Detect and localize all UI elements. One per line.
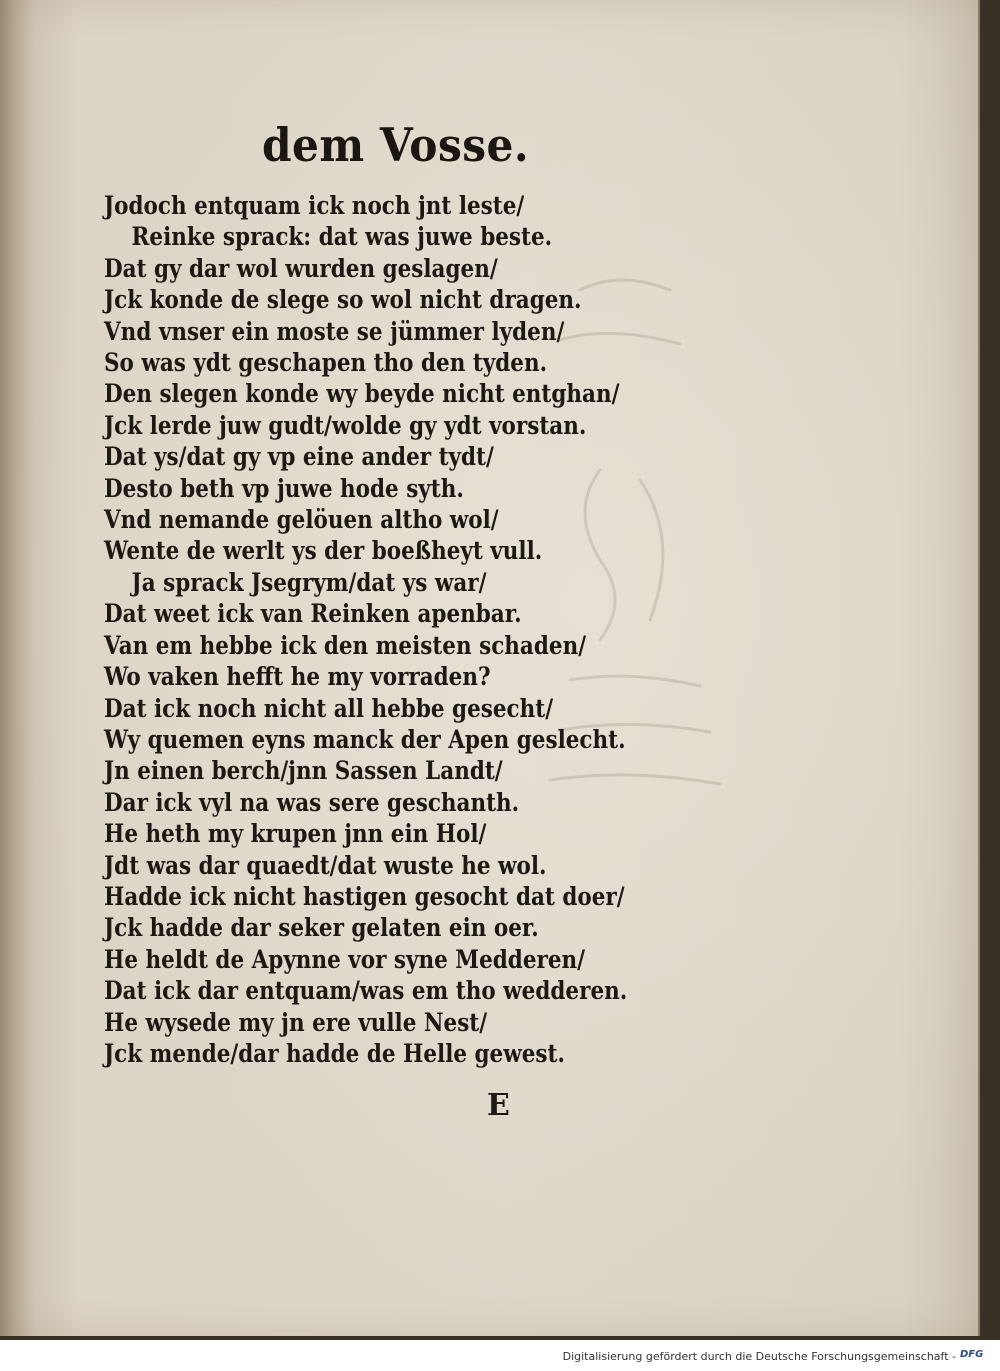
running-head: dem Vosse. — [262, 118, 530, 172]
verse-line: Dat ys/dat gy vp eine ander tydt/ — [104, 442, 494, 472]
verse-text — [104, 190, 712, 1069]
verse-line: Dat ick noch nicht all hebbe gesecht/ — [104, 693, 554, 723]
verse-line: He heldt de Apynne vor syne Medderen/ — [104, 944, 585, 974]
verse-line: Van em hebbe ick den meisten schaden/ — [104, 630, 587, 660]
verse-line: Ja sprack Jsegrym/dat ys war/ — [131, 567, 487, 597]
verse-line: Reinke sprack: dat was juwe beste. — [131, 222, 553, 252]
verse-line: Desto beth vp juwe hode syth. — [104, 473, 464, 503]
verse-line: Wente de werlt ys der boeßheyt vull. — [104, 536, 543, 566]
digitization-credit: Digitalisierung gefördert durch die Deutsche Forschungsgemeinschaft - — [562, 1350, 956, 1363]
verse-line: Jck hadde dar seker gelaten ein oer. — [104, 913, 539, 943]
verse-line: Jdt was dar quaedt/dat wuste he wol. — [104, 850, 547, 880]
verse-line: He heth my krupen jnn ein Hol/ — [104, 819, 487, 849]
verse-line: Dar ick vyl na was sere geschanth. — [104, 787, 520, 817]
verse-line: Dat ick dar entquam/was em tho wedderen. — [104, 976, 628, 1006]
verse-line: Dat gy dar wol wurden geslagen/ — [104, 253, 498, 283]
verse-line: Jck lerde juw gudt/wolde gy ydt vorstan. — [104, 410, 587, 440]
verse-line: So was ydt geschapen tho den tyden. — [104, 348, 548, 378]
verse-line: Jn einen berch/jnn Sassen Landt/ — [104, 756, 503, 786]
verse-line: Vnd vnser ein moste se jümmer lyden/ — [104, 316, 565, 346]
verse-line: He wysede my jn ere vulle Nest/ — [104, 1007, 488, 1037]
dfg-logo: DFG — [960, 1349, 984, 1360]
verse-line: Jck konde de slege so wol nicht dragen. — [104, 285, 582, 315]
signature-mark: E — [487, 1088, 510, 1123]
verse-line: Dat weet ick van Reinken apenbar. — [104, 599, 522, 629]
verse-line: Jodoch entquam ick noch jnt leste/ — [104, 191, 525, 220]
verse-line: Vnd nemande gelöuen altho wol/ — [104, 505, 499, 535]
verse-line: Den slegen konde wy beyde nicht entghan/ — [104, 379, 620, 409]
verse-line: Wy quemen eyns manck der Apen geslecht. — [104, 724, 626, 754]
verse-line: Wo vaken hefft he my vorraden? — [104, 662, 491, 692]
verse-line: Hadde ick nicht hastigen gesocht dat doer/ — [104, 881, 625, 911]
verse-line: Jck mende/dar hadde de Helle gewest. — [104, 1038, 565, 1068]
